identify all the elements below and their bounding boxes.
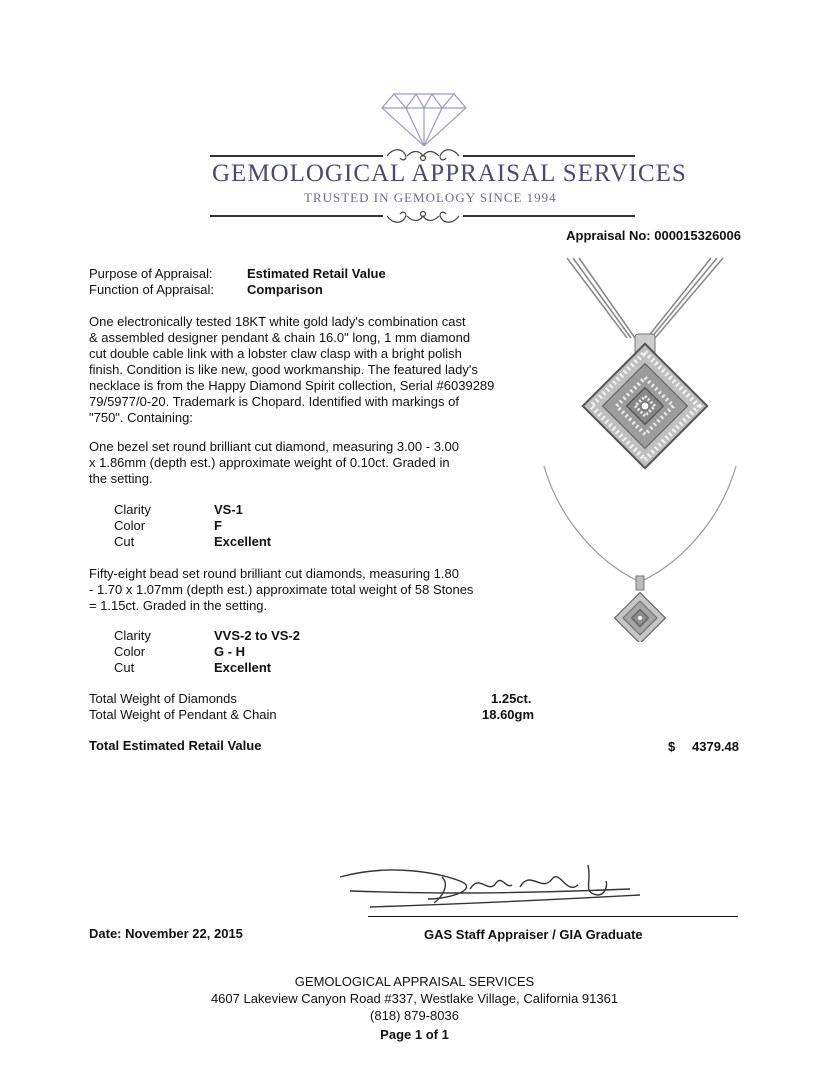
stone2-cut-label: Cut: [114, 660, 135, 675]
appraisal-number: Appraisal No: 000015326006: [566, 228, 741, 243]
footer-block: [0, 973, 829, 1046]
stone1-cut-value: Excellent: [214, 534, 272, 549]
stone2-cut-value: Excellent: [214, 660, 272, 675]
stone1-clarity-value: VS-1: [214, 502, 243, 517]
stone2-clarity-value: VVS-2 to VS-2: [214, 628, 300, 643]
signature-line: [368, 916, 738, 917]
footer-page: Page 1 of 1: [380, 1027, 449, 1042]
total-pendant-label: Total Weight of Pendant & Chain: [89, 707, 277, 722]
footer-phone: (818) 879-8036: [370, 1008, 459, 1023]
total-diamonds-value: 1.25ct.: [491, 691, 532, 706]
function-label: Function of Appraisal:: [89, 282, 215, 297]
item-description: One electronically tested 18KT white gold lady's combination cast & assembled designer pendant & chain 16.0" long, 1 mm diamond cut double cable link with a lobster claw clasp with a bright polish finish. Condition is like new, good workmanship. The featured lady's necklace is from the Happy Diamond Spirit collection, Serial #6039289 79/5977/0-20. Trademark is Chopard. Identified with markings of "750". Containing:: [89, 314, 495, 425]
diamond-logo-icon: [380, 92, 468, 148]
total-retail-label: Total Estimated Retail Value: [89, 738, 262, 753]
retail-currency: $: [668, 739, 676, 754]
appraiser-title: GAS Staff Appraiser / GIA Graduate: [424, 927, 643, 942]
stone1-color-value: F: [214, 518, 222, 533]
total-pendant-value: 18.60gm: [482, 707, 535, 722]
company-tagline: TRUSTED IN GEMOLOGY SINCE 1994: [304, 190, 557, 205]
total-diamonds-label: Total Weight of Diamonds: [89, 691, 237, 706]
purpose-value: Estimated Retail Value: [247, 266, 386, 281]
stone1-clarity-label: Clarity: [114, 502, 151, 517]
necklace-closeup-image: [555, 256, 735, 471]
footer-company: GEMOLOGICAL APPRAISAL SERVICES: [294, 974, 535, 989]
necklace-full-image: [540, 462, 740, 642]
purpose-label: Purpose of Appraisal:: [89, 266, 213, 281]
stone1-color-label: Color: [114, 518, 146, 533]
company-name-logo: GEMOLOGICAL APPRAISAL SERVICES: [212, 160, 687, 187]
stone1-cut-label: Cut: [114, 534, 135, 549]
stone2-clarity-label: Clarity: [114, 628, 151, 643]
stone2-description: Fifty-eight bead set round brilliant cut diamonds, measuring 1.80 - 1.70 x 1.07mm (depth est.) approximate total weight of 58 Stones = 1.15ct. Graded in the setting.: [89, 566, 474, 613]
footer-address: 4607 Lakeview Canyon Road #337, Westlake Village, California 91361: [210, 991, 619, 1006]
appraiser-signature: [330, 855, 650, 915]
scroll-ornament-icon: [383, 206, 463, 226]
stone1-description: One bezel set round brilliant cut diamond, measuring 3.00 - 3.00 x 1.86mm (depth est.) approximate weight of 0.10ct. Graded in the setting.: [89, 439, 459, 486]
stone2-color-value: G - H: [214, 644, 246, 659]
function-value: Comparison: [247, 282, 323, 297]
stone2-color-label: Color: [114, 644, 146, 659]
retail-value: 4379.48: [692, 739, 739, 754]
signoff-date: Date: November 22, 2015: [89, 926, 243, 941]
